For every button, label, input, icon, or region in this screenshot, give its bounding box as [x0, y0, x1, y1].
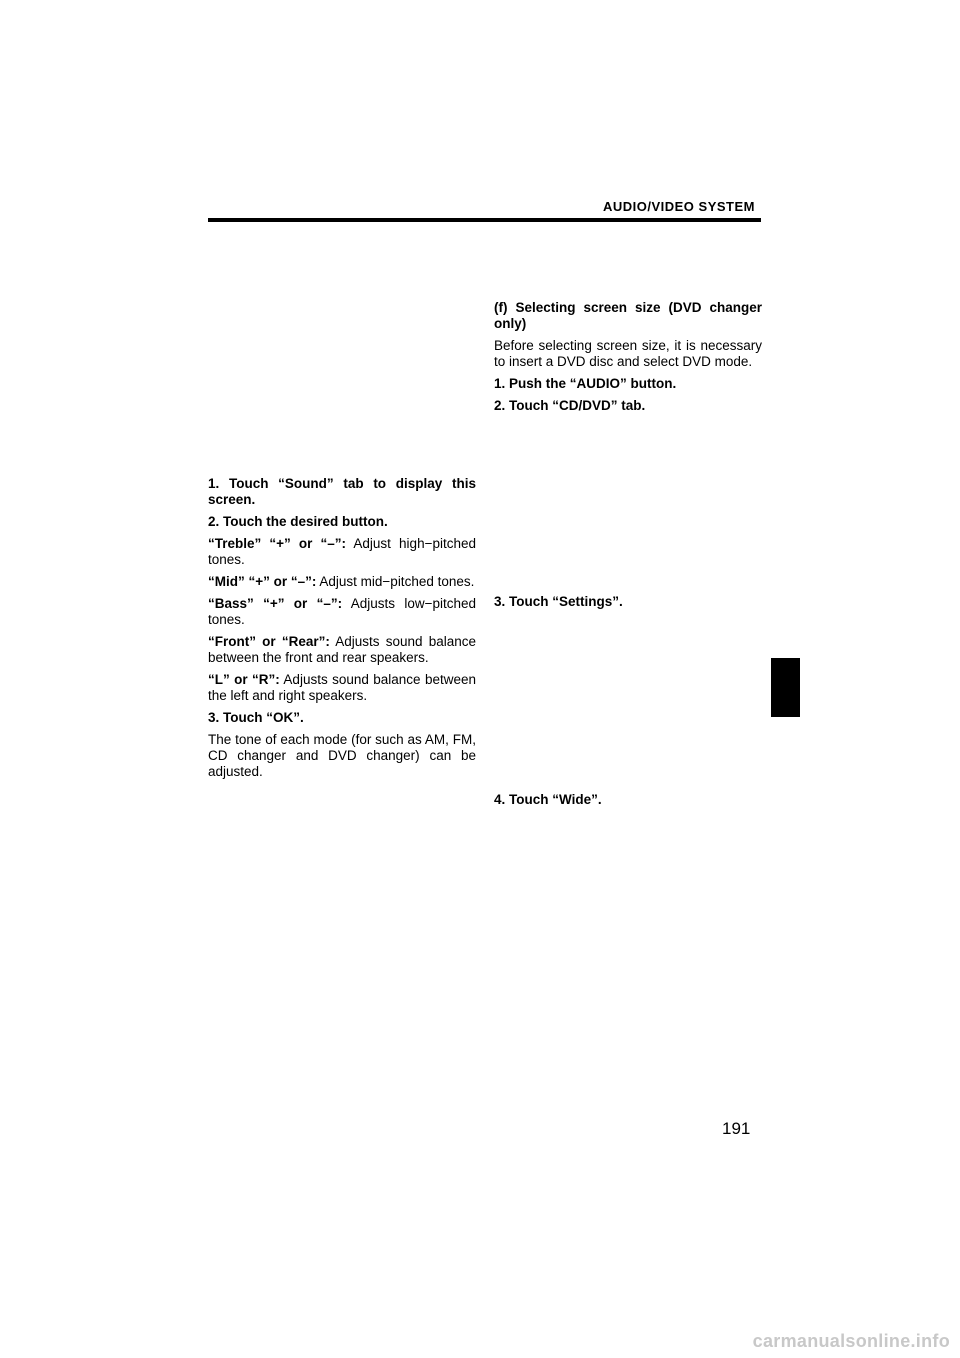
- tone-note: The tone of each mode (for such as AM, FM, CD changer and DVD changer) can be adjusted.: [208, 732, 476, 779]
- list-item-mid: [208, 574, 476, 590]
- page-number: 191: [722, 1119, 751, 1138]
- item-term: “L” or “R”:: [208, 672, 280, 687]
- step-touch-ok: 3. Touch “OK”.: [208, 710, 304, 725]
- step-touch-settings: 3. Touch “Settings”.: [494, 594, 623, 609]
- left-column: [208, 476, 476, 786]
- step-touch-desired-button: 2. Touch the desired button.: [208, 514, 388, 529]
- item-term: “Front” or “Rear”:: [208, 634, 330, 649]
- item-term: “Bass” “+” or “–”:: [208, 596, 343, 611]
- list-item-front-rear: [208, 634, 476, 666]
- step-touch-cd-dvd-tab: 2. Touch “CD/DVD” tab.: [494, 398, 646, 413]
- right-column: [494, 300, 762, 814]
- image-placeholder: [494, 616, 762, 792]
- list-item-treble: [208, 536, 476, 568]
- step-touch-sound-tab: 1. Touch “Sound” tab to display this screen.: [208, 476, 476, 507]
- watermark: carmanualsonline.info: [752, 1331, 950, 1351]
- section-tab-marker: [771, 658, 800, 717]
- page-header-title: AUDIO/VIDEO SYSTEM: [602, 199, 755, 214]
- header-rule: [208, 218, 761, 222]
- item-description: Adjusts low−pitched tones.: [208, 596, 476, 627]
- section-heading: (f) Selecting screen size (DVD changer only): [494, 300, 762, 331]
- intro-paragraph: Before selecting screen size, it is necessary to insert a DVD disc and select DVD mode.: [494, 338, 762, 369]
- item-description: Adjust mid−pitched tones.: [316, 574, 475, 589]
- item-term: “Treble” “+” or “–”:: [208, 536, 347, 551]
- step-touch-wide: 4. Touch “Wide”.: [494, 792, 602, 807]
- step-push-audio: 1. Push the “AUDIO” button.: [494, 376, 677, 391]
- item-term: “Mid” “+” or “–”:: [208, 574, 317, 589]
- item-description: Adjusts sound balance between the left and right speakers.: [208, 672, 476, 703]
- image-placeholder: [494, 420, 762, 594]
- item-description: Adjust high−pitched tones.: [208, 536, 476, 567]
- list-item-bass: [208, 596, 476, 628]
- item-description: Adjusts sound balance between the front and rear speakers.: [208, 634, 476, 665]
- list-item-left-right: [208, 672, 476, 704]
